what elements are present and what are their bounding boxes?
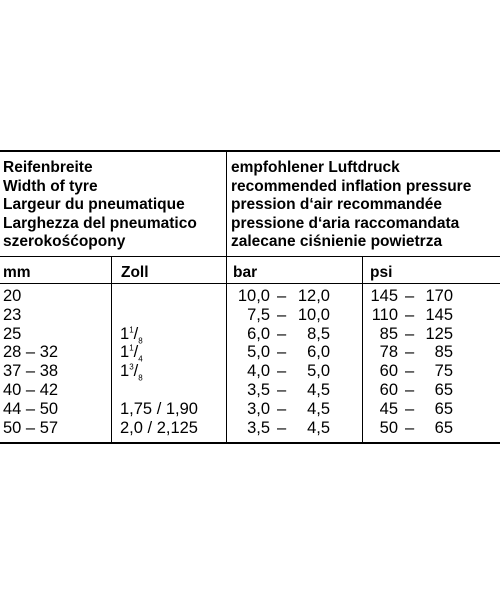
- column-header-psi: psi: [370, 264, 393, 281]
- tyre-width-heading: [3, 159, 197, 252]
- divider-mm-zoll: [111, 257, 112, 442]
- bar-max: 10,0: [297, 305, 330, 324]
- psi-cell: [368, 325, 498, 344]
- psi-max: 65: [434, 399, 453, 418]
- divider-header-bottom: [0, 256, 500, 257]
- bar-min: 4,0: [247, 362, 270, 381]
- heading-line: Width of tyre: [3, 177, 98, 195]
- psi-min: 50: [379, 418, 398, 437]
- pressure-heading: [231, 159, 471, 252]
- range-dash: –: [277, 287, 287, 305]
- psi-min: 85: [379, 324, 398, 343]
- bar-max: 6,0: [307, 343, 330, 362]
- divider-main-vertical: [226, 152, 227, 442]
- range-dash: –: [277, 380, 287, 399]
- range-dash: –: [405, 343, 415, 362]
- zoll-cell: [120, 381, 198, 400]
- tyre-pressure-table: [0, 150, 500, 444]
- bar-cell: [232, 381, 360, 400]
- mm-cell: 44 – 50: [3, 399, 59, 418]
- range-dash: –: [405, 287, 415, 305]
- bar-min: 3,5: [247, 380, 270, 399]
- heading-line: recommended inflation pressure: [231, 177, 472, 195]
- range-dash: –: [405, 305, 415, 324]
- bar-cell: [232, 419, 360, 438]
- zoll-cell: $1^1/_8$: [120, 324, 143, 345]
- column-header-mm: mm: [3, 264, 31, 281]
- psi-cell: [368, 362, 498, 381]
- bar-cell: [232, 287, 360, 306]
- psi-max: 145: [425, 305, 453, 324]
- divider-colhead-bottom: [0, 283, 500, 284]
- bar-column: [232, 287, 360, 437]
- heading-line: empfohlener Luftdruck: [231, 159, 400, 176]
- bar-cell: [232, 325, 360, 344]
- psi-max: 65: [434, 380, 453, 399]
- range-dash: –: [277, 343, 287, 362]
- range-dash: –: [277, 305, 287, 324]
- zoll-cell: [120, 306, 198, 325]
- mm-column: [3, 287, 58, 437]
- bar-min: 6,0: [247, 324, 270, 343]
- bar-max: 4,5: [307, 380, 330, 399]
- zoll-cell: $1^1/_4$: [120, 343, 143, 364]
- range-dash: –: [405, 380, 415, 399]
- bar-min: 3,5: [247, 418, 270, 437]
- psi-min: 110: [371, 305, 398, 324]
- psi-column: [368, 287, 498, 437]
- bar-min: 5,0: [247, 343, 270, 362]
- mm-cell: 23: [3, 305, 22, 324]
- column-header-zoll: Zoll: [121, 264, 149, 281]
- mm-cell: 37 – 38: [3, 362, 59, 381]
- bar-cell: [232, 400, 360, 419]
- heading-line: pression d‘air recommandée: [231, 196, 443, 213]
- range-dash: –: [277, 362, 287, 381]
- range-dash: –: [405, 399, 415, 418]
- psi-cell: [368, 400, 498, 419]
- mm-cell: 40 – 42: [3, 380, 59, 399]
- psi-cell: [368, 419, 498, 438]
- zoll-cell: $1^3/_8$: [120, 362, 143, 383]
- zoll-cell: [120, 287, 198, 306]
- psi-max: 85: [434, 343, 453, 362]
- psi-max: 125: [425, 324, 453, 343]
- zoll-column: [120, 287, 198, 437]
- psi-min: 78: [379, 343, 398, 362]
- range-dash: –: [277, 399, 287, 418]
- bar-max: 4,5: [307, 399, 330, 418]
- psi-max: 65: [434, 418, 453, 437]
- range-dash: –: [277, 324, 287, 343]
- psi-min: 45: [379, 399, 398, 418]
- psi-cell: [368, 287, 498, 306]
- range-dash: –: [405, 418, 415, 437]
- heading-line: pressione d‘aria raccomandata: [231, 214, 460, 232]
- psi-min: 60: [379, 362, 398, 381]
- heading-line: zalecane ciśnienie powietrza: [231, 233, 443, 250]
- psi-max: 170: [425, 287, 453, 305]
- bar-min: 10,0: [237, 287, 270, 305]
- bar-cell: [232, 343, 360, 362]
- heading-line: Larghezza del pneumatico: [3, 214, 197, 232]
- mm-cell: 50 – 57: [3, 418, 59, 437]
- bar-min: 3,0: [247, 399, 270, 418]
- range-dash: –: [277, 418, 287, 437]
- mm-cell: 25: [3, 324, 22, 343]
- psi-min: 145: [370, 287, 398, 305]
- bar-cell: [232, 362, 360, 381]
- bar-max: 4,5: [307, 418, 330, 437]
- psi-min: 60: [379, 380, 398, 399]
- psi-cell: [368, 343, 498, 362]
- psi-max: 75: [434, 362, 453, 381]
- psi-cell: [368, 381, 498, 400]
- bar-cell: [232, 306, 360, 325]
- mm-cell: 28 – 32: [3, 343, 59, 362]
- range-dash: –: [405, 362, 415, 381]
- bar-max: 5,0: [307, 362, 330, 381]
- psi-cell: [368, 306, 498, 325]
- heading-line: Largeur du pneumatique: [3, 196, 185, 213]
- range-dash: –: [405, 324, 415, 343]
- mm-cell: 20: [3, 287, 22, 305]
- heading-line: szerokośćopony: [3, 233, 126, 250]
- bar-max: 12,0: [297, 287, 330, 305]
- zoll-cell: 2,0 / 2,125: [120, 418, 198, 437]
- heading-line: Reifenbreite: [3, 159, 93, 176]
- divider-bar-psi: [362, 257, 363, 442]
- zoll-cell: 1,75 / 1,90: [120, 399, 198, 418]
- bar-max: 8,5: [307, 324, 330, 343]
- column-header-bar: bar: [233, 264, 258, 281]
- bar-min: 7,5: [247, 305, 270, 324]
